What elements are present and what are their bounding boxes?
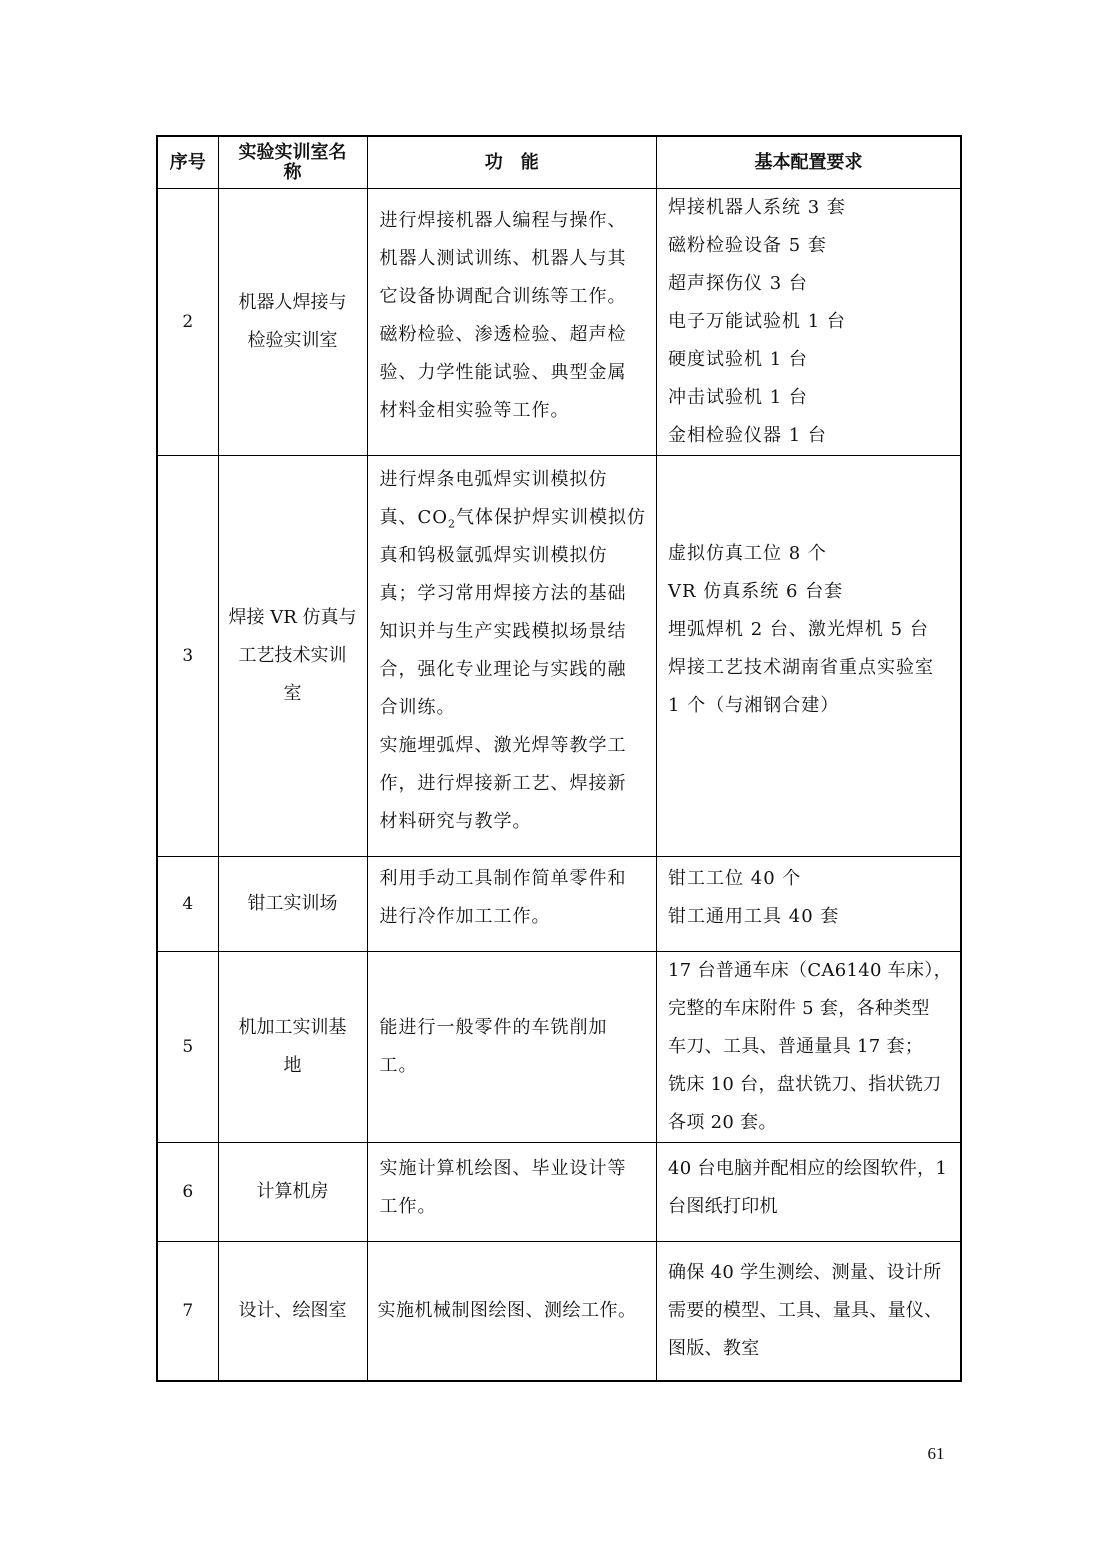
name-line: 地 [283,1055,302,1076]
row-func [367,952,657,1143]
row-cfg [657,1242,961,1381]
cfg-line: 各项 20 套。 [668,1112,777,1133]
row-cfg [657,952,961,1143]
func-line: 合训练。 [379,697,456,718]
cfg-line: 需要的模型、工具、量具、量仪、 [668,1299,943,1321]
col-header-name-text: 实验实训室名称 [238,141,347,183]
func-line: 工。 [379,1055,418,1076]
name-line: 工艺技术实训 [238,645,347,666]
func-line: 知识并与生产实践模拟场景结 [379,621,627,642]
name-line: 钳工实训场 [247,893,338,914]
table-row [157,952,961,1143]
cfg-line: 金相检验仪器 1 台 [668,425,827,446]
cfg-line: 焊接机器人系统 3 套 [668,197,846,218]
row-cfg [657,456,961,857]
cfg-line: 1 个（与湘钢合建） [668,695,840,716]
func-line: 实施埋弧焊、激光焊等教学工 [379,735,627,756]
func-line: 合，强化专业理论与实践的融 [379,659,627,680]
cfg-line: 超声探伤仪 3 台 [668,273,808,294]
cfg-line: 焊接工艺技术湖南省重点实验室 [668,657,935,678]
func-line: 真；学习常用焊接方法的基础 [379,583,627,604]
table-row [157,456,961,857]
cfg-line: 虚拟仿真工位 8 个 [668,543,827,564]
func-line: 材料研究与教学。 [379,811,532,832]
func-line: 进行冷作加工工作。 [379,906,551,927]
cfg-line: 车刀、工具、普通量具 17 套； [668,1036,924,1057]
name-line: 焊接 VR 仿真与 [228,607,357,628]
func-line: 材料金相实验等工作。 [379,400,570,421]
name-line: 室 [283,683,302,704]
row-num: 2 [157,189,218,456]
lab-table [156,135,962,1382]
row-name [218,456,367,857]
cfg-line: 磁粉检验设备 5 套 [668,235,827,256]
row-num: 5 [157,952,218,1143]
cfg-line: 冲击试验机 1 台 [668,387,808,408]
col-header-func: 功 能 [367,136,657,189]
row-func [367,456,657,857]
row-cfg [657,857,961,952]
func-text: 气体保护焊实训模拟仿 [456,507,647,528]
func-line: 验、力学性能试验、典型金属 [379,362,627,383]
subscript-2: 2 [448,517,457,531]
cfg-line: 钳工工位 40 个 [668,868,802,889]
cfg-line: 确保 40 学生测绘、测量、设计所 [668,1261,942,1283]
cfg-line: 钳工通用工具 40 套 [668,906,840,927]
cfg-line: 铣床 10 台，盘状铣刀、指状铣刀 [668,1074,942,1095]
cfg-line: 完整的车床附件 5 套，各种类型 [668,998,930,1019]
name-line: 机加工实训基 [238,1017,347,1038]
row-num: 4 [157,857,218,952]
table-row [157,189,961,456]
row-num: 3 [157,456,218,857]
col-header-num: 序号 [157,136,218,189]
func-line: 磁粉检验、渗透检验、超声检 [379,324,627,345]
col-header-cfg: 基本配置要求 [657,136,961,189]
row-name [218,857,367,952]
func-line: 能进行一般零件的车铣削加 [379,1017,608,1038]
name-line: 计算机房 [256,1181,329,1202]
row-num: 7 [157,1242,218,1381]
row-func [367,189,657,456]
cfg-line: 台图纸打印机 [668,1196,778,1217]
cfg-line: 硬度试验机 1 台 [668,349,808,370]
name-line: 设计、绘图室 [238,1299,347,1321]
cfg-line: 埋弧焊机 2 台、激光焊机 5 台 [668,619,929,640]
row-cfg [657,189,961,456]
row-num: 6 [157,1143,218,1242]
cfg-line: 17 台普通车床（CA6140 车床）， [668,960,952,981]
cfg-line: VR 仿真系统 6 台套 [668,581,844,602]
row-func [367,1242,657,1381]
cfg-line: 电子万能试验机 1 台 [668,311,846,332]
row-name [218,952,367,1143]
func-line: 利用手动工具制作简单零件和 [379,868,627,889]
page-number: 61 [927,1444,945,1463]
row-cfg [657,1143,961,1242]
name-line: 机器人焊接与 [238,292,347,313]
func-line: 进行焊条电弧焊实训模拟仿 [379,469,608,490]
row-func [367,857,657,952]
table-row [157,1242,961,1381]
func-line: 作，进行焊接新工艺、焊接新 [379,773,627,794]
row-name [218,1143,367,1242]
func-line [380,499,647,537]
cfg-line: 图版、教室 [668,1337,760,1359]
func-line: 实施计算机绘图、毕业设计等 [379,1158,627,1179]
func-line: 真和钨极氩弧焊实训模拟仿 [379,545,608,566]
table-row [157,1143,961,1242]
func-line: 进行焊接机器人编程与操作、 [379,210,627,231]
func-line: 它设备协调配合训练等工作。 [379,286,627,307]
row-func [367,1143,657,1242]
table-row [157,857,961,952]
func-line: 实施机械制图绘图、测绘工作。 [377,1299,637,1321]
func-line: 工作。 [379,1196,437,1217]
name-line: 检验实训室 [247,330,338,351]
func-line: 机器人测试训练、机器人与其 [379,248,627,269]
row-name [218,1242,367,1381]
row-name [218,189,367,456]
cfg-line: 40 台电脑并配相应的绘图软件，1 [668,1158,948,1179]
func-text: 真、CO [379,507,449,528]
col-header-name [218,136,367,189]
table-header-row [157,136,961,189]
